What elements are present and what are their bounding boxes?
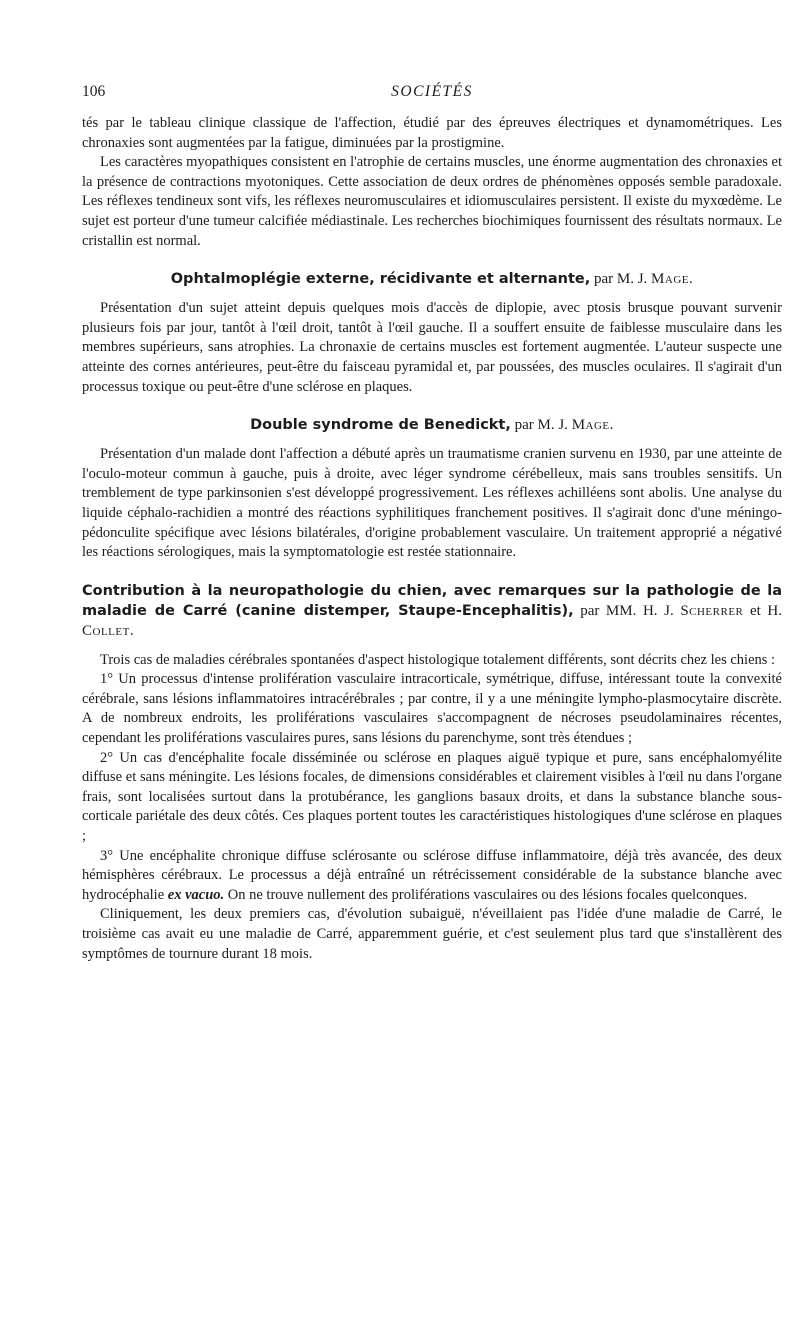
section-heading: Double syndrome de Benedickt,: [250, 417, 511, 434]
section-author: Scherrer: [680, 602, 744, 619]
page-number: 106: [82, 83, 106, 100]
paragraph-myopathic: Les caractères myopathiques consistent en l'atrophie de certains muscles, une énorme augmentation des chronaxies et la présence de contractions myotoniques. Cette association de deux ordres de phénomènes opposés semble paradoxale. Les réflexes tendineux sont vifs, les réflexes neuromusculaires et idiomusculaires persistent. Il existe du myxœdème. Le sujet est porteur d'une tumeur calcifiée médiastinale. Les recherches biochimiques fournissent des résultats normaux. Le cristallin est normal.: [82, 154, 782, 249]
section-title-carre: [82, 581, 782, 641]
list-item-3: [82, 847, 782, 906]
section-heading: Ophtalmoplégie externe, récidivante et alternante,: [170, 271, 591, 288]
section-by: par MM. H. J.: [580, 602, 674, 619]
section-author-2: Collet.: [82, 622, 135, 639]
list-item-3-text-end: On ne trouve nullement des proliférations vasculaires ou des lésions focales quelconques.: [227, 886, 748, 903]
section-body-ophtalmoplegie: Présentation d'un sujet atteint depuis quelques mois d'accès de diplopie, avec ptosis brusque pouvant survenir plusieurs fois par jour, tantôt à l'œil droit, tantôt à l'œil gauche. Il a souffert ensuite de faiblesse musculaire dans les membres supérieurs, sans atrophies. La chronaxie de certains muscles est fortement augmentée. L'auteur suspecte une atteinte des cornes antérieures, peut-être du faisceau pyramidal et, par poussées, des muscles oculaires. Il s'agirait d'un processus toxique ou peut-être d'une sclérose en plaques.: [82, 300, 782, 395]
section-author: Mage.: [571, 417, 614, 434]
page: [82, 78, 782, 964]
list-item-2: 2° Un cas d'encéphalite focale disséminée ou sclérose en plaques aiguë typique et pure, sans encéphalomyélite diffuse et sans méningite. Les lésions focales, de dimensions considérables et clairement visibles à l'œil nu dans l'organe frais, sont localisées surtout dans la protubérance, les ganglions basaux droits, et dans la substance blanche sous-corticale pariétale des deux côtés. Ces plaques portent toutes les caractéristiques histologiques d'une sclérose en plaques ;: [82, 749, 782, 845]
list-item-3-text: 3° Une encéphalite chronique diffuse sclérosante ou sclérose diffuse inflammatoire, déjà très avancée, des deux hémisphères cérébraux. Le processus a déjà entraîné un rétrécissement considérable de la substance blanche avec hydrocéphalie: [82, 847, 782, 903]
section-by: par M. J.: [514, 417, 568, 434]
list-item-1: 1° Un processus d'intense prolifération vasculaire intracorticale, symétrique, diffuse, intéressant toute la convexité cérébrale, sans lésions inflammatoires intracérébrales ; par contre, il y a une méningite lympho-plasmocytaire discrète. A de nombreux endroits, les proliférations vasculaires s'accompagnent de nécroses pseudolaminaires récentes, cependant les proliférations vasculaires pures, sans lésions du parenchyme, sont très étendues ;: [82, 671, 782, 747]
paragraph-closing: Cliniquement, les deux premiers cas, d'évolution subaiguë, n'éveillaient pas l'idée d'une maladie de Carré, le troisième cas avait eu une maladie de Carré, apparemment guérie, et c'est seulement plus tard que s'installèrent des symptômes de tournure durant 18 mois.: [82, 906, 782, 962]
section-by: par M. J.: [593, 271, 648, 288]
section-author: Mage.: [651, 271, 694, 288]
section-title-benedickt: [82, 415, 782, 435]
section-intro-carre: Trois cas de maladies cérébrales spontanées d'aspect histologique totalement différents, sont décrits chez les chiens :: [100, 651, 776, 668]
running-head: [82, 78, 782, 104]
emphasis-ex-vacuo: ex vacuo.: [167, 886, 225, 903]
section-heading: Contribution à la neuropathologie du chien, avec remarques sur la pathologie de la maladie de Carré (canine distemper, Staupe-Encephalitis),: [82, 582, 782, 619]
running-title: SOCIÉTÉS: [391, 83, 473, 100]
section-author-and: et H.: [749, 602, 782, 619]
paragraph-continuation: tés par le tableau clinique classique de l'affection, étudié par des épreuves électriques et dynamométriques. Les chronaxies sont augmentées par la fatigue, diminuées par la prostigmine.: [82, 115, 782, 151]
section-body-benedickt: Présentation d'un malade dont l'affection a débuté après un traumatisme cranien survenu en 1930, par une atteinte de l'oculo-moteur commun à gauche, puis à droite, avec léger syndrome cérébelleux, mais sans troubles sensitifs. Un tremblement de type parkinsonien s'est développé progressivement. Les réflexes achilléens sont abolis. Une analyse du liquide céphalo-rachidien a montré des réactions syphilitiques franchement positives. Il s'agirait donc d'une méningo-pédonculite spécifique avec lésions bilatérales, d'origine probablement vasculaire. Un traitement approprié a négativé les réactions sérologiques, mais la symptomatologie est restée stationnaire.: [82, 446, 782, 561]
section-title-ophtalmoplegie: [82, 269, 782, 289]
